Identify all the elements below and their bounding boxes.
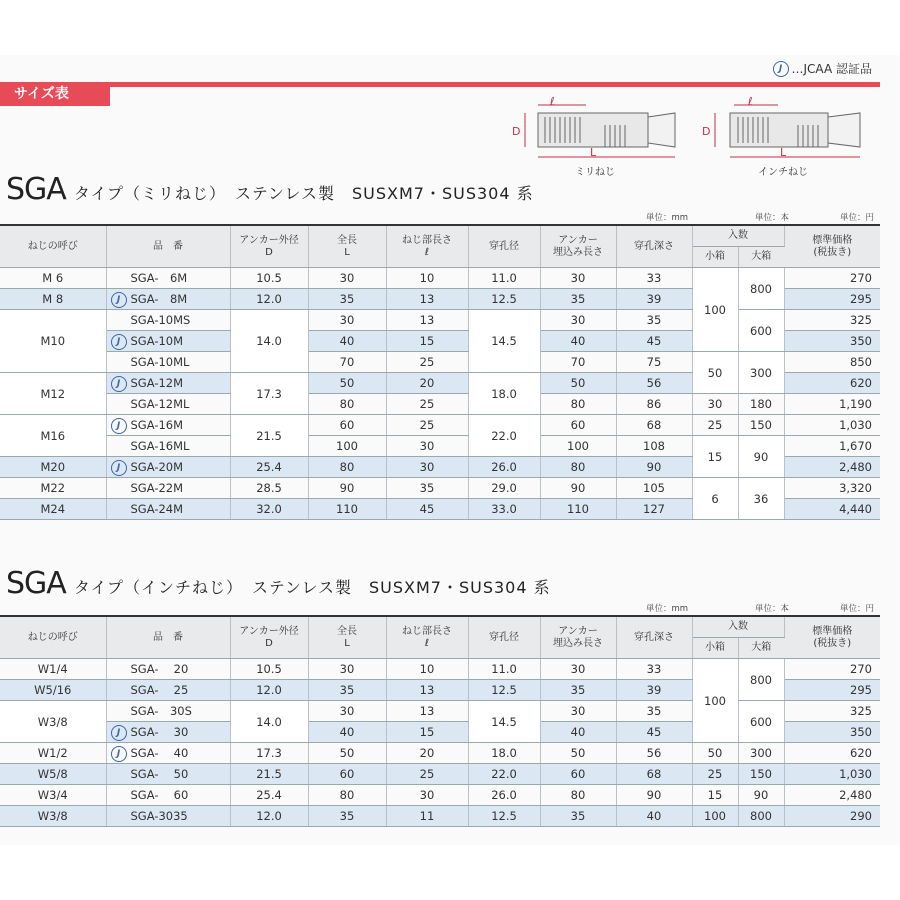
depth-cell: 35 <box>616 701 692 722</box>
large-box-cell: 800 <box>738 268 784 310</box>
length-cell: 30 <box>308 701 386 722</box>
col-depth: 穿孔深さ <box>616 225 692 268</box>
thread-length-cell: 13 <box>386 701 468 722</box>
price-cell: 295 <box>784 289 880 310</box>
od-cell: 21.5 <box>230 415 308 457</box>
jcaa-mark-icon: J <box>111 725 127 741</box>
embed-cell: 30 <box>540 659 616 680</box>
large-box-cell: 180 <box>738 394 784 415</box>
thread-cell: W3/8 <box>0 701 106 743</box>
price-cell: 290 <box>784 806 880 827</box>
small-box-cell: 25 <box>692 415 738 436</box>
embed-cell: 100 <box>540 436 616 457</box>
table-row <box>0 806 880 827</box>
thread-length-cell: 10 <box>386 659 468 680</box>
embed-cell: 80 <box>540 394 616 415</box>
col-length: 全長 L <box>308 616 386 659</box>
jcaa-mark-icon: J <box>111 746 127 762</box>
unit-yen: 単位：円 <box>840 213 875 223</box>
col-qty: 入数 <box>692 616 784 638</box>
part-number-cell <box>106 457 230 478</box>
part-number: SGA-16M <box>130 418 184 432</box>
col-od: アンカー外径 D <box>230 225 308 268</box>
od-cell: 32.0 <box>230 499 308 520</box>
embed-cell: 60 <box>540 764 616 785</box>
hole-cell: 12.5 <box>468 289 540 310</box>
part-number: SGA- 60 <box>130 788 189 802</box>
embed-cell: 90 <box>540 478 616 499</box>
hole-cell: 11.0 <box>468 268 540 289</box>
hole-cell: 18.0 <box>468 743 540 764</box>
col-thread-length: ねじ部長さ ℓ <box>386 225 468 268</box>
price-cell: 4,440 <box>784 499 880 520</box>
jcaa-mark-icon: J <box>111 292 127 308</box>
thread-length-cell: 20 <box>386 743 468 764</box>
part-number: SGA-24M <box>130 502 184 516</box>
length-cell: 50 <box>308 373 386 394</box>
od-cell: 25.4 <box>230 457 308 478</box>
thread-length-cell: 13 <box>386 289 468 310</box>
thread-length-cell: 20 <box>386 373 468 394</box>
hole-cell: 22.0 <box>468 415 540 457</box>
part-number: SGA-20M <box>130 460 184 474</box>
thread-length-cell: 35 <box>386 478 468 499</box>
length-cell: 30 <box>308 659 386 680</box>
col-thread: ねじの呼び <box>0 616 106 659</box>
depth-cell: 39 <box>616 289 692 310</box>
thread-cell: M22 <box>0 478 106 499</box>
hole-cell: 12.5 <box>468 680 540 701</box>
table-row <box>0 701 880 722</box>
depth-cell: 105 <box>616 478 692 499</box>
length-cell: 40 <box>308 331 386 352</box>
part-number-cell <box>106 722 230 743</box>
od-cell: 12.0 <box>230 289 308 310</box>
thread-length-cell: 25 <box>386 394 468 415</box>
col-small: 小箱 <box>692 247 738 268</box>
thread-cell: W1/2 <box>0 743 106 764</box>
thread-length-cell: 25 <box>386 415 468 436</box>
diagram-d-label: D <box>512 125 521 138</box>
thread-cell: W5/16 <box>0 680 106 701</box>
large-box-cell: 600 <box>738 310 784 352</box>
col-hole: 穿孔径 <box>468 225 540 268</box>
col-embed: アンカー 埋込み長さ <box>540 616 616 659</box>
table-row <box>0 785 880 806</box>
small-box-cell: 50 <box>692 743 738 764</box>
od-cell: 14.0 <box>230 701 308 743</box>
thread-cell: M12 <box>0 373 106 415</box>
part-number-cell <box>106 785 230 806</box>
diagram-caption: ミリねじ <box>575 167 615 178</box>
col-thread: ねじの呼び <box>0 225 106 268</box>
part-number: SGA-3035 <box>130 809 188 823</box>
price-cell: 850 <box>784 352 880 373</box>
part-number: SGA- 20 <box>130 662 189 676</box>
part-number: SGA- 30S <box>130 704 192 718</box>
depth-cell: 40 <box>616 806 692 827</box>
depth-cell: 68 <box>616 764 692 785</box>
depth-cell: 68 <box>616 415 692 436</box>
small-box-cell: 100 <box>692 268 738 352</box>
hole-cell: 26.0 <box>468 785 540 806</box>
hole-cell: 18.0 <box>468 373 540 415</box>
part-number: SGA- 6M <box>130 271 188 285</box>
part-number-cell <box>106 289 230 310</box>
thread-cell: M10 <box>0 310 106 373</box>
table2 <box>0 615 880 827</box>
depth-cell: 75 <box>616 352 692 373</box>
length-cell: 30 <box>308 268 386 289</box>
depth-cell: 39 <box>616 680 692 701</box>
unit-yen: 単位：円 <box>840 604 875 614</box>
large-box-cell: 90 <box>738 785 784 806</box>
part-number-cell <box>106 373 230 394</box>
thread-length-cell: 13 <box>386 310 468 331</box>
thread-length-cell: 30 <box>386 436 468 457</box>
price-cell: 620 <box>784 373 880 394</box>
price-cell: 3,320 <box>784 478 880 499</box>
unit-mm: 単位：mm <box>646 213 689 223</box>
part-number: SGA- 50 <box>130 767 189 781</box>
table-row <box>0 268 880 289</box>
part-number-cell <box>106 268 230 289</box>
col-length: 全長 L <box>308 225 386 268</box>
od-cell: 25.4 <box>230 785 308 806</box>
embed-cell: 70 <box>540 352 616 373</box>
depth-cell: 45 <box>616 722 692 743</box>
length-cell: 80 <box>308 394 386 415</box>
diagram-caption: インチねじ <box>758 167 808 178</box>
col-large: 大箱 <box>738 638 784 659</box>
table-row <box>0 478 880 499</box>
table-row <box>0 415 880 436</box>
part-number: SGA- 40 <box>130 746 189 760</box>
col-small: 小箱 <box>692 638 738 659</box>
length-cell: 35 <box>308 680 386 701</box>
depth-cell: 35 <box>616 310 692 331</box>
section-rule <box>110 82 880 87</box>
part-number-cell <box>106 499 230 520</box>
part-number: SGA- 8M <box>130 292 188 306</box>
part-number-cell <box>106 394 230 415</box>
embed-cell: 60 <box>540 415 616 436</box>
col-depth: 穿孔深さ <box>616 616 692 659</box>
embed-cell: 35 <box>540 806 616 827</box>
thread-cell: W5/8 <box>0 764 106 785</box>
large-box-cell: 36 <box>738 478 784 520</box>
col-od: アンカー外径 D <box>230 616 308 659</box>
thread-cell: M24 <box>0 499 106 520</box>
table2-title-rest: タイプ（インチねじ） ステンレス製 SUSXM7・SUS304 系 <box>73 578 551 597</box>
table-row <box>0 659 880 680</box>
price-cell: 350 <box>784 331 880 352</box>
thread-length-cell: 30 <box>386 457 468 478</box>
part-number-cell <box>106 764 230 785</box>
large-box-cell: 150 <box>738 415 784 436</box>
od-cell: 21.5 <box>230 764 308 785</box>
jcaa-mark-icon: J <box>111 460 127 476</box>
jcaa-legend-text: …JCAA 認証品 <box>791 62 872 76</box>
length-cell: 60 <box>308 764 386 785</box>
hole-cell: 14.5 <box>468 310 540 373</box>
small-box-cell: 100 <box>692 806 738 827</box>
part-number-cell <box>106 436 230 457</box>
price-cell: 1,670 <box>784 436 880 457</box>
large-box-cell: 800 <box>738 806 784 827</box>
part-number-cell <box>106 352 230 373</box>
depth-cell: 56 <box>616 373 692 394</box>
part-number: SGA-10MS <box>130 313 191 327</box>
od-cell: 17.3 <box>230 373 308 415</box>
price-cell: 325 <box>784 701 880 722</box>
col-large: 大箱 <box>738 247 784 268</box>
thread-length-cell: 25 <box>386 764 468 785</box>
od-cell: 10.5 <box>230 659 308 680</box>
price-cell: 1,030 <box>784 415 880 436</box>
depth-cell: 90 <box>616 785 692 806</box>
embed-cell: 50 <box>540 373 616 394</box>
part-number: SGA-12ML <box>130 397 190 411</box>
price-cell: 1,190 <box>784 394 880 415</box>
diagram-L-label: L <box>590 146 597 159</box>
col-thread-length: ねじ部長さ ℓ <box>386 616 468 659</box>
part-number: SGA- 30 <box>130 725 189 739</box>
small-box-cell: 25 <box>692 764 738 785</box>
part-number: SGA-10M <box>130 334 184 348</box>
od-cell: 14.0 <box>230 310 308 373</box>
embed-cell: 35 <box>540 680 616 701</box>
table-row <box>0 743 880 764</box>
thread-length-cell: 10 <box>386 268 468 289</box>
od-cell: 12.0 <box>230 806 308 827</box>
price-cell: 2,480 <box>784 457 880 478</box>
embed-cell: 40 <box>540 331 616 352</box>
thread-cell: M20 <box>0 457 106 478</box>
diagram-l-label: ℓ <box>748 95 753 108</box>
hole-cell: 11.0 <box>468 659 540 680</box>
od-cell: 12.0 <box>230 680 308 701</box>
price-cell: 270 <box>784 659 880 680</box>
large-box-cell: 90 <box>738 436 784 478</box>
thread-length-cell: 30 <box>386 785 468 806</box>
embed-cell: 50 <box>540 743 616 764</box>
od-cell: 17.3 <box>230 743 308 764</box>
embed-cell: 40 <box>540 722 616 743</box>
hole-cell: 26.0 <box>468 457 540 478</box>
length-cell: 35 <box>308 289 386 310</box>
thread-length-cell: 15 <box>386 331 468 352</box>
thread-cell: M 6 <box>0 268 106 289</box>
depth-cell: 45 <box>616 331 692 352</box>
part-number-cell <box>106 743 230 764</box>
thread-cell: W3/4 <box>0 785 106 806</box>
price-cell: 1,030 <box>784 764 880 785</box>
table2-title <box>6 566 551 601</box>
length-cell: 80 <box>308 457 386 478</box>
diagram-L-label: L <box>780 146 787 159</box>
col-price: 標準価格 (税抜き) <box>784 616 880 659</box>
length-cell: 35 <box>308 806 386 827</box>
part-number-cell <box>106 478 230 499</box>
length-cell: 40 <box>308 722 386 743</box>
depth-cell: 86 <box>616 394 692 415</box>
length-cell: 70 <box>308 352 386 373</box>
table-row <box>0 436 880 457</box>
part-number-cell <box>106 310 230 331</box>
price-cell: 620 <box>784 743 880 764</box>
large-box-cell: 300 <box>738 352 784 394</box>
small-box-cell: 15 <box>692 785 738 806</box>
part-number: SGA-16ML <box>130 439 190 453</box>
col-price: 標準価格 (税抜き) <box>784 225 880 268</box>
jcaa-legend <box>773 60 873 77</box>
col-qty: 入数 <box>692 225 784 247</box>
part-number: SGA- 25 <box>130 683 189 697</box>
diagram-l-label: ℓ <box>550 95 555 108</box>
length-cell: 100 <box>308 436 386 457</box>
thread-length-cell: 13 <box>386 680 468 701</box>
depth-cell: 56 <box>616 743 692 764</box>
embed-cell: 30 <box>540 310 616 331</box>
thread-length-cell: 45 <box>386 499 468 520</box>
length-cell: 80 <box>308 785 386 806</box>
price-cell: 2,480 <box>784 785 880 806</box>
small-box-cell: 15 <box>692 436 738 478</box>
part-number: SGA-10ML <box>130 355 190 369</box>
jcaa-mark-icon: J <box>773 61 789 77</box>
part-number: SGA-12M <box>130 376 184 390</box>
col-part: 品 番 <box>106 225 230 268</box>
hole-cell: 33.0 <box>468 499 540 520</box>
thread-cell: M16 <box>0 415 106 457</box>
embed-cell: 80 <box>540 785 616 806</box>
table-row <box>0 394 880 415</box>
length-cell: 90 <box>308 478 386 499</box>
section-title: サイズ表 <box>0 82 110 106</box>
jcaa-mark-icon: J <box>111 376 127 392</box>
thread-cell: W1/4 <box>0 659 106 680</box>
part-number-cell <box>106 806 230 827</box>
large-box-cell: 800 <box>738 659 784 701</box>
part-number-cell <box>106 415 230 436</box>
od-cell: 28.5 <box>230 478 308 499</box>
depth-cell: 90 <box>616 457 692 478</box>
unit-mm: 単位：mm <box>646 604 689 614</box>
length-cell: 110 <box>308 499 386 520</box>
diagram-d-label: D <box>702 125 711 138</box>
jcaa-mark-icon: J <box>111 334 127 350</box>
inch-anchor-diagram <box>700 95 880 179</box>
part-number-cell <box>106 701 230 722</box>
thread-cell: M 8 <box>0 289 106 310</box>
hole-cell: 14.5 <box>468 701 540 743</box>
table-row <box>0 764 880 785</box>
hole-cell: 22.0 <box>468 764 540 785</box>
hole-cell: 12.5 <box>468 806 540 827</box>
large-box-cell: 150 <box>738 764 784 785</box>
part-number-cell <box>106 680 230 701</box>
hole-cell: 29.0 <box>468 478 540 499</box>
price-cell: 325 <box>784 310 880 331</box>
thread-length-cell: 15 <box>386 722 468 743</box>
table2-title-main: SGA <box>6 566 66 601</box>
small-box-cell: 50 <box>692 352 738 394</box>
embed-cell: 30 <box>540 701 616 722</box>
embed-cell: 110 <box>540 499 616 520</box>
embed-cell: 30 <box>540 268 616 289</box>
table1-title-main: SGA <box>6 172 66 207</box>
small-box-cell: 6 <box>692 478 738 520</box>
depth-cell: 33 <box>616 659 692 680</box>
od-cell: 10.5 <box>230 268 308 289</box>
large-box-cell: 300 <box>738 743 784 764</box>
unit-pcs: 単位：本 <box>755 213 790 223</box>
thread-length-cell: 11 <box>386 806 468 827</box>
table1-title-rest: タイプ（ミリねじ） ステンレス製 SUSXM7・SUS304 系 <box>73 184 534 203</box>
unit-pcs: 単位：本 <box>755 604 790 614</box>
length-cell: 60 <box>308 415 386 436</box>
part-number: SGA-22M <box>130 481 184 495</box>
depth-cell: 108 <box>616 436 692 457</box>
length-cell: 30 <box>308 310 386 331</box>
table1-title <box>6 172 534 207</box>
table-row <box>0 310 880 331</box>
depth-cell: 127 <box>616 499 692 520</box>
table-row <box>0 352 880 373</box>
part-number-cell <box>106 659 230 680</box>
small-box-cell: 30 <box>692 394 738 415</box>
length-cell: 50 <box>308 743 386 764</box>
col-hole: 穿孔径 <box>468 616 540 659</box>
col-part: 品 番 <box>106 616 230 659</box>
small-box-cell: 100 <box>692 659 738 743</box>
thread-length-cell: 25 <box>386 352 468 373</box>
table1 <box>0 224 880 520</box>
large-box-cell: 600 <box>738 701 784 743</box>
col-embed: アンカー 埋込み長さ <box>540 225 616 268</box>
thread-cell: W3/8 <box>0 806 106 827</box>
price-cell: 270 <box>784 268 880 289</box>
embed-cell: 35 <box>540 289 616 310</box>
part-number-cell <box>106 331 230 352</box>
embed-cell: 80 <box>540 457 616 478</box>
jcaa-mark-icon: J <box>111 418 127 434</box>
metric-anchor-diagram <box>510 95 690 179</box>
price-cell: 295 <box>784 680 880 701</box>
price-cell: 350 <box>784 722 880 743</box>
depth-cell: 33 <box>616 268 692 289</box>
top-margin <box>0 0 900 55</box>
